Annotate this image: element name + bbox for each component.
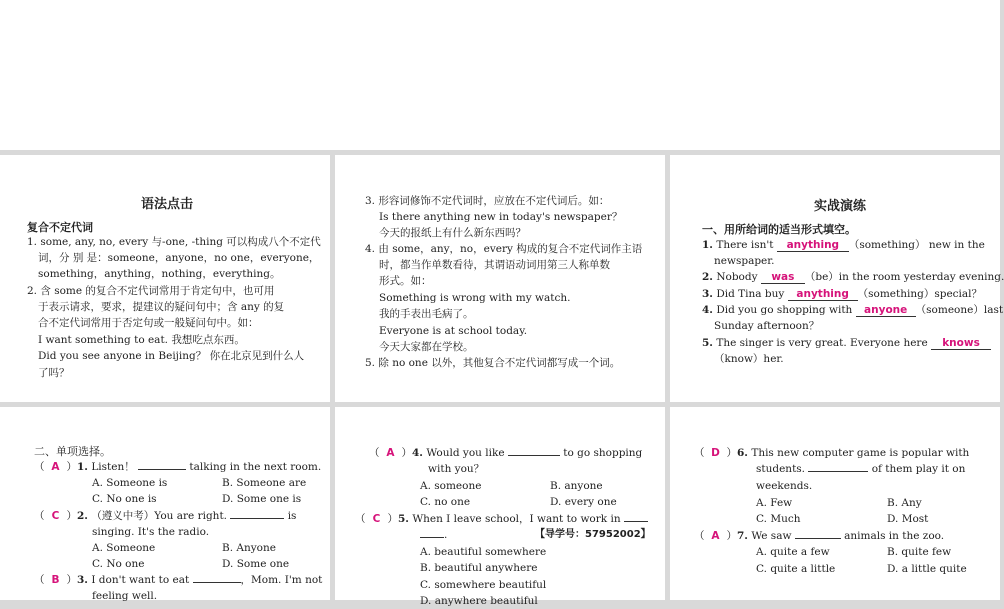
option[interactable]: D. a little quite <box>887 563 967 575</box>
option[interactable]: A. Someone is <box>92 477 168 489</box>
choice-question: （ A ）4. Would you like to go shopping <box>369 445 642 461</box>
text-line: feeling well. <box>92 590 158 602</box>
question-blank-cont: . <box>420 527 447 543</box>
section-subtitle: 一、用所给词的适当形式填空。 <box>702 223 856 236</box>
text-line: Something is wrong with my watch. <box>379 292 571 304</box>
section-subtitle: 二、单项选择。 <box>34 445 111 458</box>
text-line: something，anything，nothing，everything。 <box>38 268 281 280</box>
answer-blank[interactable]: knows <box>931 337 991 350</box>
reference-number: 【导学号：57952002】 <box>535 529 651 540</box>
option[interactable]: A. Few <box>756 497 793 509</box>
text-line: 词，分 别 是：someone，anyone，no one，everyone， <box>38 252 320 264</box>
question-blank <box>138 459 186 470</box>
answer-letter[interactable]: A <box>711 530 720 542</box>
text-line: （know）her. <box>714 353 784 365</box>
text-line: Everyone is at school today. <box>379 325 528 337</box>
option[interactable]: D. anywhere beautiful <box>420 595 538 607</box>
fill-question: 1. There isn't anything （something） new in the <box>702 239 985 251</box>
answer-letter[interactable]: A <box>51 461 60 473</box>
option[interactable]: B. Someone are <box>222 477 307 489</box>
option[interactable]: D. Some one <box>222 558 290 570</box>
option[interactable]: A. someone <box>420 480 482 492</box>
option[interactable]: B. Any <box>887 497 922 509</box>
section-subtitle: 复合不定代词 <box>27 221 93 234</box>
choice-question: （ A ）7. We saw animals in the zoo. <box>694 528 944 544</box>
text-line: with you？ <box>428 463 485 475</box>
choice-question: （ C ）5. When I leave school，I want to work in <box>355 511 648 527</box>
choice-panel-final <box>670 407 1000 600</box>
answer-letter[interactable]: C <box>51 510 60 522</box>
text-line: 5. 除 no one 以外，其他复合不定代词都写成一个词。 <box>365 357 621 369</box>
answer-blank[interactable]: anyone <box>856 304 916 317</box>
text-line: 4. 由 some，any，no，every 构成的复合不定代词作主语 <box>365 243 643 255</box>
text-line: Is there anything new in today's newspaper？ <box>379 211 623 223</box>
choice-question: （ A ）1. Listen！ talking in the next room. <box>34 459 321 475</box>
choice-panel-continued <box>335 407 665 607</box>
choice-question: （ D ）6. This new computer game is popular with <box>694 445 969 461</box>
answer-letter[interactable]: D <box>711 447 720 459</box>
option[interactable]: C. somewhere beautiful <box>420 579 547 591</box>
option[interactable]: D. Most <box>887 513 929 525</box>
answer-letter[interactable]: C <box>372 513 381 525</box>
text-line: weekends. <box>756 480 813 492</box>
fill-question: 2. Nobody was （be）in the room yesterday evening. <box>702 271 1004 283</box>
practice-panel <box>670 155 1004 402</box>
option[interactable]: D. every one <box>550 496 617 508</box>
text-line: singing. It's the radio. <box>92 526 210 538</box>
choice-question: （ B ）3. I don't want to eat ，Mom. I'm not <box>34 572 322 588</box>
text-line: 今天大家都在学校。 <box>379 341 474 353</box>
option[interactable]: B. anyone <box>550 480 603 492</box>
fill-question: 3. Did Tina buy anything （something）special？ <box>702 288 983 300</box>
text-line: Did you see anyone in Beijing？ 你在北京见到什么人 <box>38 350 305 362</box>
answer-blank[interactable]: was <box>761 271 805 284</box>
answer-letter[interactable]: B <box>51 574 60 586</box>
text-line: 1. some, any, no, every 与-one, -thing 可以构成八个不定代 <box>27 236 321 248</box>
blank-slide-area <box>0 0 1000 150</box>
question-blank <box>508 445 560 456</box>
grammar-panel <box>0 155 330 402</box>
answer-letter[interactable]: A <box>386 447 395 459</box>
answer-blank[interactable]: anything <box>777 239 849 252</box>
fill-question: 4. Did you go shopping with anyone （someone）last <box>702 304 1004 316</box>
text-line: 3. 形容词修饰不定代词时，应放在不定代词后。如： <box>365 195 610 207</box>
question-blank <box>193 572 241 583</box>
text-line: 我的手表出毛病了。 <box>379 308 474 320</box>
option[interactable]: B. quite few <box>887 546 952 558</box>
text-line: Sunday afternoon？ <box>714 320 820 332</box>
option[interactable]: A. Someone <box>92 542 156 554</box>
text-line: 于表示请求，要求，提建议的疑问句中；含 any 的复 <box>38 301 285 313</box>
option[interactable]: C. quite a little <box>756 563 836 575</box>
fill-question: 5. The singer is very great. Everyone here knows <box>702 335 991 351</box>
option[interactable]: B. Anyone <box>222 542 276 554</box>
option[interactable]: C. no one <box>420 496 471 508</box>
option[interactable]: C. Much <box>756 513 801 525</box>
panel-title: 语法点击 <box>141 197 194 212</box>
question-blank <box>808 461 868 472</box>
panel-title: 实战演练 <box>814 199 867 214</box>
text-line: 形式。如： <box>379 275 432 287</box>
option[interactable]: A. quite a few <box>756 546 830 558</box>
option[interactable]: D. Some one is <box>222 493 302 505</box>
answer-blank[interactable]: anything <box>788 288 858 301</box>
choice-panel <box>0 407 330 600</box>
text-line: 了吗？ <box>38 367 70 379</box>
option[interactable]: C. No one is <box>92 493 157 505</box>
text-line: 合不定代词常用于否定句或一般疑问句中。如： <box>38 317 259 329</box>
option[interactable]: C. No one <box>92 558 145 570</box>
choice-question: （ C ）2. （遵义中考）You are right. is <box>34 508 296 524</box>
question-blank <box>230 508 284 519</box>
text-line: 2. 含 some 的复合不定代词常用于肯定句中，也可用 <box>27 285 275 297</box>
question-blank <box>624 511 648 522</box>
option[interactable]: B. beautiful anywhere <box>420 562 538 574</box>
text-line: newspaper. <box>714 255 775 267</box>
question-line: students. of them play it on <box>756 463 966 475</box>
question-blank <box>795 528 841 539</box>
text-line: I want something to eat. 我想吃点东西。 <box>38 334 245 346</box>
option[interactable]: A. beautiful somewhere <box>420 546 547 558</box>
grammar-panel-continued <box>335 155 665 402</box>
text-line: 今天的报纸上有什么新东西吗？ <box>379 227 526 239</box>
text-line: 时，都当作单数看待，其谓语动词用第三人称单数 <box>379 259 610 271</box>
